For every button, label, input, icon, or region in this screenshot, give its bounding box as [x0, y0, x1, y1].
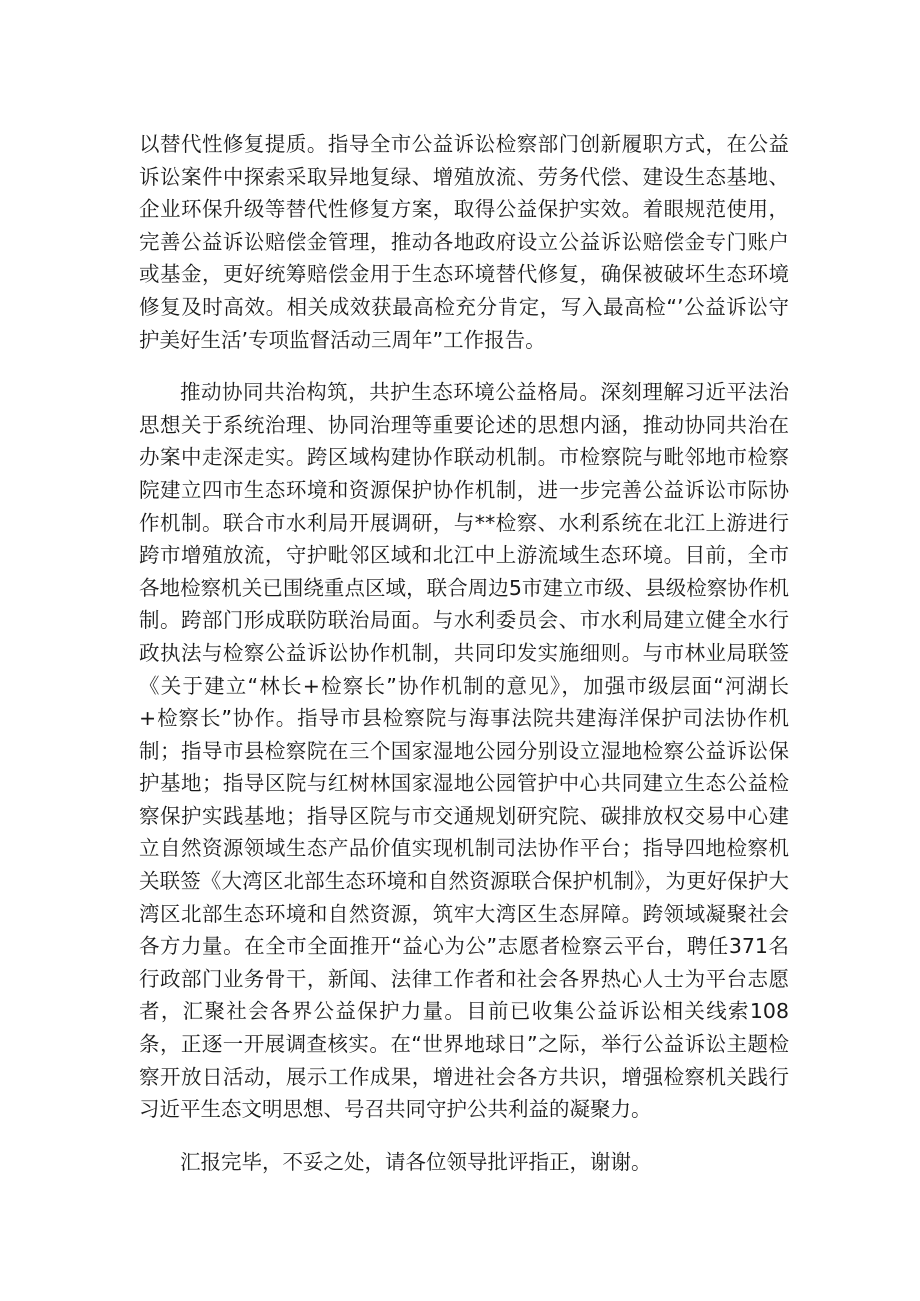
paragraph-closing: 汇报完毕，不妥之处，请各位领导批评指正，谢谢。 [180, 1149, 652, 1174]
paragraph-continuation: 以替代性修复提质。指导全市公益诉讼检察部门创新履职方式，在公益诉讼案件中探索采取异地复绿、增殖放流、劳务代偿、建设生态基地、企业环保升级等替代性修复方案，取得公益保护实效。着眼规范使用，完善公益诉讼赔偿金管理，推动各地政府设立公益诉讼赔偿金专门账户或基金，更好统筹赔偿金用于生态环境替代修复，确保被破坏生态环境修复及时高效。相关成效获最高检充分肯定，写入最高检“’公益诉讼守护美好生活’专项监督活动三周年”工作报告。 [139, 132, 789, 352]
paragraph-collaborative-governance: 推动协同共治构筑，共护生态环境公益格局。深刻理解习近平法治思想关于系统治理、协同治理等重要论述的思想内涵，推动协同共治在办案中走深走实。跨区域构建协作联动机制。市检察院与毗邻地市检察院建立四市生态环境和资源保护协作机制，进一步完善公益诉讼市际协作机制。联合市水利局开展调研，与**检察、水利系统在北江上游进行跨市增殖放流，守护毗邻区域和北江中上游流域生态环境。目前，全市各地检察机关已围绕重点区域，联合周边5市建立市级、县级检察协作机制。跨部门形成联防联治局面。与水利委员会、市水利局建立健全水行政执法与检察公益诉讼协作机制，共同印发实施细则。与市林业局联签《关于建立“林长+检察长”协作机制的意见》，加强市级层面“河湖长+检察长”协作。指导市县检察院与海事法院共建海洋保护司法协作机制；指导市县检察院在三个国家湿地公园分别设立湿地检察公益诉讼保护基地；指导区院与红树林国家湿地公园管护中心共同建立生态公益检察保护实践基地；指导区院与市交通规划研究院、碳排放权交易中心建立自然资源领域生态产品价值实现机制司法协作平台；指导四地检察机关联签《大湾区北部生态环境和自然资源联合保护机制》，为更好保护大湾区北部生态环境和自然资源，筑牢大湾区生态屏障。跨领域凝聚社会各方力量。在全市全面推开“益心为公”志愿者检察云平台，聘任371名行政部门业务骨干，新闻、法律工作者和社会各界热心人士为平台志愿者，汇聚社会各界公益保护力量。目前已收集公益诉讼相关线索108条，正逐一开展调查核实。在“世界地球日”之际，举行公益诉讼主题检察开放日活动，展示工作成果，增进社会各方共识，增强检察机关践行习近平生态文明思想、号召共同守护公共利益的凝聚力。 [139, 380, 789, 1122]
document-body [139, 128, 789, 1198]
